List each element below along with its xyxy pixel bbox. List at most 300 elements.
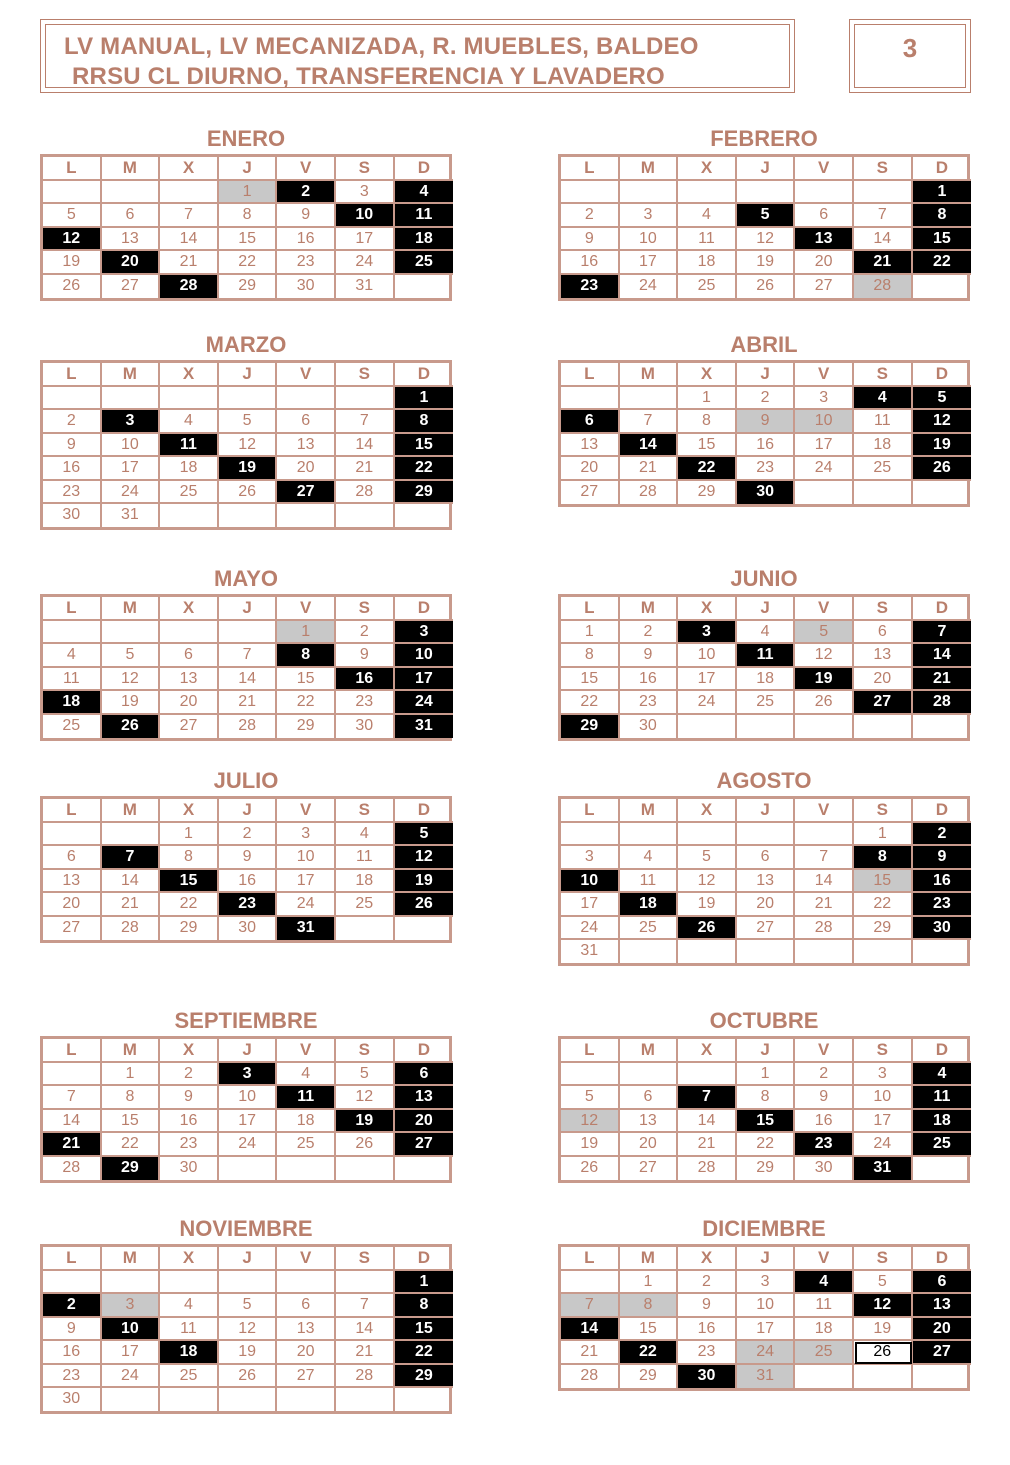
day-cell: 9 [160, 1086, 219, 1109]
weekday-header: V [277, 597, 336, 621]
weekday-header: D [913, 157, 972, 181]
day-cell: 18 [795, 1318, 854, 1341]
day-cell: 31 [102, 504, 161, 527]
day-cell: 27 [737, 917, 796, 940]
weekday-header: M [102, 157, 161, 181]
day-cell: 5 [336, 1063, 395, 1086]
day-cell: 17 [854, 1110, 913, 1133]
empty-cell [102, 1388, 161, 1411]
weekday-header: S [336, 597, 395, 621]
day-cell: 25 [43, 715, 102, 738]
day-cell: 20 [102, 251, 161, 274]
empty-cell [795, 481, 854, 504]
weekday-header: M [620, 363, 679, 387]
empty-cell [43, 387, 102, 410]
day-cell: 2 [336, 621, 395, 644]
day-cell: 28 [102, 917, 161, 940]
empty-cell [336, 387, 395, 410]
day-cell: 1 [854, 823, 913, 846]
empty-cell [620, 387, 679, 410]
day-cell: 7 [913, 621, 972, 644]
title-line-2: RRSU CL DIURNO, TRANSFERENCIA Y LAVADERO [72, 63, 665, 90]
day-cell: 8 [678, 410, 737, 433]
day-cell: 14 [160, 228, 219, 251]
day-cell: 18 [854, 434, 913, 457]
day-cell: 8 [737, 1086, 796, 1109]
day-cell: 14 [795, 870, 854, 893]
weekday-header: L [43, 597, 102, 621]
day-cell: 8 [219, 204, 278, 227]
day-cell: 11 [620, 870, 679, 893]
day-cell: 22 [913, 251, 972, 274]
weekday-header: S [854, 799, 913, 823]
day-cell: 30 [336, 715, 395, 738]
day-cell: 8 [160, 846, 219, 869]
day-cell: 6 [395, 1063, 454, 1086]
day-cell: 15 [219, 228, 278, 251]
weekday-header: X [678, 157, 737, 181]
day-cell: 7 [795, 846, 854, 869]
day-cell: 27 [277, 481, 336, 504]
day-cell: 13 [277, 434, 336, 457]
day-cell: 25 [678, 275, 737, 298]
day-cell: 13 [43, 870, 102, 893]
weekday-header: M [102, 1039, 161, 1063]
day-cell: 25 [160, 481, 219, 504]
day-cell: 31 [561, 940, 620, 963]
day-cell: 30 [795, 1157, 854, 1180]
weekday-header: S [854, 597, 913, 621]
day-cell: 9 [277, 204, 336, 227]
day-cell: 20 [277, 457, 336, 480]
day-cell: 21 [795, 893, 854, 916]
day-cell: 12 [913, 410, 972, 433]
empty-cell [219, 1157, 278, 1180]
weekday-header: V [795, 1247, 854, 1271]
day-cell: 16 [160, 1110, 219, 1133]
day-cell: 3 [854, 1063, 913, 1086]
day-cell: 15 [737, 1110, 796, 1133]
day-cell: 2 [620, 621, 679, 644]
weekday-header: X [678, 597, 737, 621]
day-cell: 15 [678, 434, 737, 457]
day-cell: 2 [795, 1063, 854, 1086]
day-cell: 3 [219, 1063, 278, 1086]
day-cell: 1 [620, 1271, 679, 1294]
day-cell: 23 [620, 691, 679, 714]
day-cell: 13 [737, 870, 796, 893]
day-cell: 21 [854, 251, 913, 274]
empty-cell [277, 1388, 336, 1411]
day-cell: 28 [219, 715, 278, 738]
empty-cell [854, 715, 913, 738]
weekday-header: S [336, 799, 395, 823]
day-cell: 24 [620, 275, 679, 298]
empty-cell [336, 504, 395, 527]
weekday-header: L [43, 799, 102, 823]
month-grid [558, 154, 970, 301]
empty-cell [395, 1157, 454, 1180]
day-cell: 21 [219, 691, 278, 714]
empty-cell [102, 181, 161, 204]
day-cell: 30 [678, 1365, 737, 1388]
day-cell: 27 [160, 715, 219, 738]
day-cell: 19 [395, 870, 454, 893]
day-cell: 28 [336, 481, 395, 504]
weekday-header: J [737, 799, 796, 823]
weekday-header: V [277, 1247, 336, 1271]
day-cell: 31 [277, 917, 336, 940]
empty-cell [160, 1271, 219, 1294]
day-cell: 17 [395, 668, 454, 691]
day-cell: 10 [219, 1086, 278, 1109]
day-cell: 30 [219, 917, 278, 940]
day-cell: 14 [43, 1110, 102, 1133]
day-cell: 27 [395, 1133, 454, 1156]
empty-cell [43, 181, 102, 204]
day-cell: 3 [561, 846, 620, 869]
day-cell: 19 [219, 457, 278, 480]
weekday-header: J [737, 1247, 796, 1271]
weekday-header: L [43, 157, 102, 181]
empty-cell [678, 940, 737, 963]
weekday-header: L [43, 363, 102, 387]
day-cell: 14 [336, 1318, 395, 1341]
day-cell: 12 [737, 228, 796, 251]
weekday-header: M [102, 363, 161, 387]
day-cell: 11 [737, 644, 796, 667]
day-cell: 9 [620, 644, 679, 667]
day-cell: 29 [102, 1157, 161, 1180]
empty-cell [620, 181, 679, 204]
day-cell: 29 [277, 715, 336, 738]
day-cell: 20 [620, 1133, 679, 1156]
day-cell: 13 [854, 644, 913, 667]
day-cell: 20 [795, 251, 854, 274]
day-cell: 23 [219, 893, 278, 916]
month-name: OCTUBRE [709, 1008, 819, 1033]
day-cell: 31 [336, 275, 395, 298]
day-cell: 3 [395, 621, 454, 644]
weekday-header: M [620, 597, 679, 621]
empty-cell [395, 1388, 454, 1411]
day-cell: 19 [43, 251, 102, 274]
empty-cell [561, 1063, 620, 1086]
empty-cell [160, 621, 219, 644]
day-cell: 12 [102, 668, 161, 691]
title-line-1: LV MANUAL, LV MECANIZADA, R. MUEBLES, BALDEO [64, 33, 699, 60]
day-cell: 30 [913, 917, 972, 940]
weekday-header: S [854, 1247, 913, 1271]
day-cell: 16 [795, 1110, 854, 1133]
day-cell: 16 [43, 1341, 102, 1364]
weekday-header: V [795, 363, 854, 387]
day-cell: 2 [561, 204, 620, 227]
day-cell: 10 [102, 434, 161, 457]
day-cell: 5 [913, 387, 972, 410]
weekday-header: D [395, 597, 454, 621]
day-cell: 11 [160, 434, 219, 457]
day-cell: 20 [277, 1341, 336, 1364]
empty-cell [854, 1365, 913, 1388]
day-cell: 19 [854, 1318, 913, 1341]
day-cell: 18 [160, 457, 219, 480]
day-cell: 30 [43, 1388, 102, 1411]
day-cell: 1 [561, 621, 620, 644]
day-cell: 5 [102, 644, 161, 667]
day-cell: 10 [561, 870, 620, 893]
day-cell: 17 [620, 251, 679, 274]
day-cell: 11 [913, 1086, 972, 1109]
day-cell: 28 [561, 1365, 620, 1388]
empty-cell [395, 504, 454, 527]
day-cell: 14 [854, 228, 913, 251]
day-cell: 9 [219, 846, 278, 869]
day-cell: 20 [43, 893, 102, 916]
day-cell: 26 [102, 715, 161, 738]
day-cell: 14 [561, 1318, 620, 1341]
day-cell: 8 [913, 204, 972, 227]
empty-cell [737, 823, 796, 846]
weekday-header: L [561, 1247, 620, 1271]
day-cell: 12 [43, 228, 102, 251]
empty-cell [913, 1365, 972, 1388]
day-cell: 21 [160, 251, 219, 274]
weekday-header: V [795, 1039, 854, 1063]
day-cell: 5 [43, 204, 102, 227]
empty-cell [219, 387, 278, 410]
day-cell: 31 [737, 1365, 796, 1388]
weekday-header: X [678, 1039, 737, 1063]
day-cell: 3 [102, 410, 161, 433]
empty-cell [913, 940, 972, 963]
day-cell: 25 [737, 691, 796, 714]
empty-cell [913, 481, 972, 504]
day-cell: 8 [854, 846, 913, 869]
day-cell: 25 [913, 1133, 972, 1156]
day-cell: 19 [678, 893, 737, 916]
day-cell: 4 [336, 823, 395, 846]
empty-cell [737, 715, 796, 738]
weekday-header: D [395, 1247, 454, 1271]
weekday-header: J [219, 363, 278, 387]
weekday-header: J [219, 157, 278, 181]
day-cell: 8 [277, 644, 336, 667]
day-cell: 4 [737, 621, 796, 644]
day-cell: 28 [160, 275, 219, 298]
day-cell: 7 [102, 846, 161, 869]
sheet-number-box [849, 19, 971, 93]
day-cell: 26 [913, 457, 972, 480]
day-cell: 28 [795, 917, 854, 940]
weekday-header: V [795, 157, 854, 181]
day-cell: 6 [737, 846, 796, 869]
month-grid [558, 1036, 970, 1183]
day-cell: 9 [913, 846, 972, 869]
empty-cell [561, 823, 620, 846]
day-cell: 29 [561, 715, 620, 738]
day-cell: 2 [43, 1294, 102, 1317]
day-cell: 26 [678, 917, 737, 940]
day-cell: 27 [277, 1365, 336, 1388]
empty-cell [219, 1388, 278, 1411]
day-cell: 27 [43, 917, 102, 940]
weekday-header: L [561, 1039, 620, 1063]
weekday-header: L [561, 597, 620, 621]
day-cell: 5 [737, 204, 796, 227]
day-cell: 26 [395, 893, 454, 916]
day-cell: 1 [395, 387, 454, 410]
weekday-header: D [913, 1039, 972, 1063]
day-cell: 5 [854, 1271, 913, 1294]
day-cell: 30 [737, 481, 796, 504]
day-cell: 29 [219, 275, 278, 298]
day-cell: 11 [795, 1294, 854, 1317]
day-cell: 13 [561, 434, 620, 457]
day-cell: 13 [277, 1318, 336, 1341]
month-grid [558, 594, 970, 741]
day-cell: 22 [620, 1341, 679, 1364]
day-cell: 17 [102, 457, 161, 480]
day-cell: 9 [43, 1318, 102, 1341]
empty-cell [561, 1271, 620, 1294]
day-cell: 4 [678, 204, 737, 227]
weekday-header: L [43, 1039, 102, 1063]
day-cell: 7 [678, 1086, 737, 1109]
day-cell: 23 [795, 1133, 854, 1156]
day-cell: 22 [561, 691, 620, 714]
day-cell: 30 [277, 275, 336, 298]
day-cell: 27 [561, 481, 620, 504]
weekday-header: S [336, 1039, 395, 1063]
day-cell: 24 [219, 1133, 278, 1156]
weekday-header: V [277, 363, 336, 387]
day-cell: 12 [219, 434, 278, 457]
day-cell: 1 [219, 181, 278, 204]
day-cell: 27 [795, 275, 854, 298]
empty-cell [219, 1271, 278, 1294]
empty-cell [854, 181, 913, 204]
day-cell: 21 [913, 668, 972, 691]
day-cell: 29 [678, 481, 737, 504]
weekday-header: X [678, 363, 737, 387]
day-cell: 14 [102, 870, 161, 893]
empty-cell [795, 1365, 854, 1388]
day-cell: 24 [102, 1365, 161, 1388]
empty-cell [620, 1063, 679, 1086]
empty-cell [43, 1271, 102, 1294]
empty-cell [102, 1271, 161, 1294]
day-cell: 29 [620, 1365, 679, 1388]
day-cell: 13 [620, 1110, 679, 1133]
weekday-header: M [620, 1247, 679, 1271]
weekday-header: J [737, 1039, 796, 1063]
day-cell: 4 [620, 846, 679, 869]
day-cell: 16 [277, 228, 336, 251]
weekday-header: D [395, 1039, 454, 1063]
weekday-header: L [561, 363, 620, 387]
weekday-header: L [561, 157, 620, 181]
weekday-header: J [219, 799, 278, 823]
day-cell: 5 [795, 621, 854, 644]
empty-cell [395, 275, 454, 298]
day-cell: 4 [160, 410, 219, 433]
weekday-header: S [336, 363, 395, 387]
empty-cell [737, 940, 796, 963]
empty-cell [219, 621, 278, 644]
day-cell: 6 [160, 644, 219, 667]
day-cell: 9 [678, 1294, 737, 1317]
day-cell: 12 [795, 644, 854, 667]
day-cell: 4 [795, 1271, 854, 1294]
day-cell: 27 [854, 691, 913, 714]
day-cell: 2 [219, 823, 278, 846]
day-cell: 26 [737, 275, 796, 298]
day-cell: 3 [737, 1271, 796, 1294]
empty-cell [395, 917, 454, 940]
day-cell: 22 [219, 251, 278, 274]
empty-cell [913, 275, 972, 298]
day-cell: 17 [336, 228, 395, 251]
empty-cell [160, 1388, 219, 1411]
day-cell: 22 [160, 893, 219, 916]
day-cell: 10 [854, 1086, 913, 1109]
day-cell: 29 [160, 917, 219, 940]
day-cell: 16 [620, 668, 679, 691]
day-cell: 7 [854, 204, 913, 227]
day-cell: 7 [336, 1294, 395, 1317]
day-cell: 9 [561, 228, 620, 251]
weekday-header: X [160, 799, 219, 823]
day-cell: 7 [43, 1086, 102, 1109]
month-grid [558, 1244, 970, 1391]
day-cell: 2 [678, 1271, 737, 1294]
month-grid [40, 594, 452, 741]
day-cell: 26 [795, 691, 854, 714]
month-name: NOVIEMBRE [179, 1216, 313, 1241]
day-cell: 4 [277, 1063, 336, 1086]
empty-cell [160, 181, 219, 204]
day-cell: 21 [43, 1133, 102, 1156]
day-cell: 14 [336, 434, 395, 457]
day-cell: 17 [678, 668, 737, 691]
weekday-header: D [913, 597, 972, 621]
sheet-number: 3 [902, 33, 918, 63]
sheet-number-inner-frame [854, 24, 966, 88]
day-cell: 26 [561, 1157, 620, 1180]
month-name: MAYO [214, 566, 278, 591]
weekday-header: S [854, 363, 913, 387]
empty-cell [854, 940, 913, 963]
day-cell: 11 [43, 668, 102, 691]
weekday-header: M [620, 157, 679, 181]
empty-cell [678, 181, 737, 204]
month-grid [40, 154, 452, 301]
weekday-header: M [620, 1039, 679, 1063]
day-cell: 31 [854, 1157, 913, 1180]
day-cell: 15 [620, 1318, 679, 1341]
weekday-header: S [854, 1039, 913, 1063]
weekday-header: V [277, 799, 336, 823]
day-cell: 12 [395, 846, 454, 869]
day-cell: 6 [561, 410, 620, 433]
day-cell: 12 [854, 1294, 913, 1317]
day-cell: 1 [913, 181, 972, 204]
month-name: SEPTIEMBRE [174, 1008, 318, 1033]
weekday-header: D [395, 157, 454, 181]
day-cell: 21 [678, 1133, 737, 1156]
empty-cell [620, 823, 679, 846]
